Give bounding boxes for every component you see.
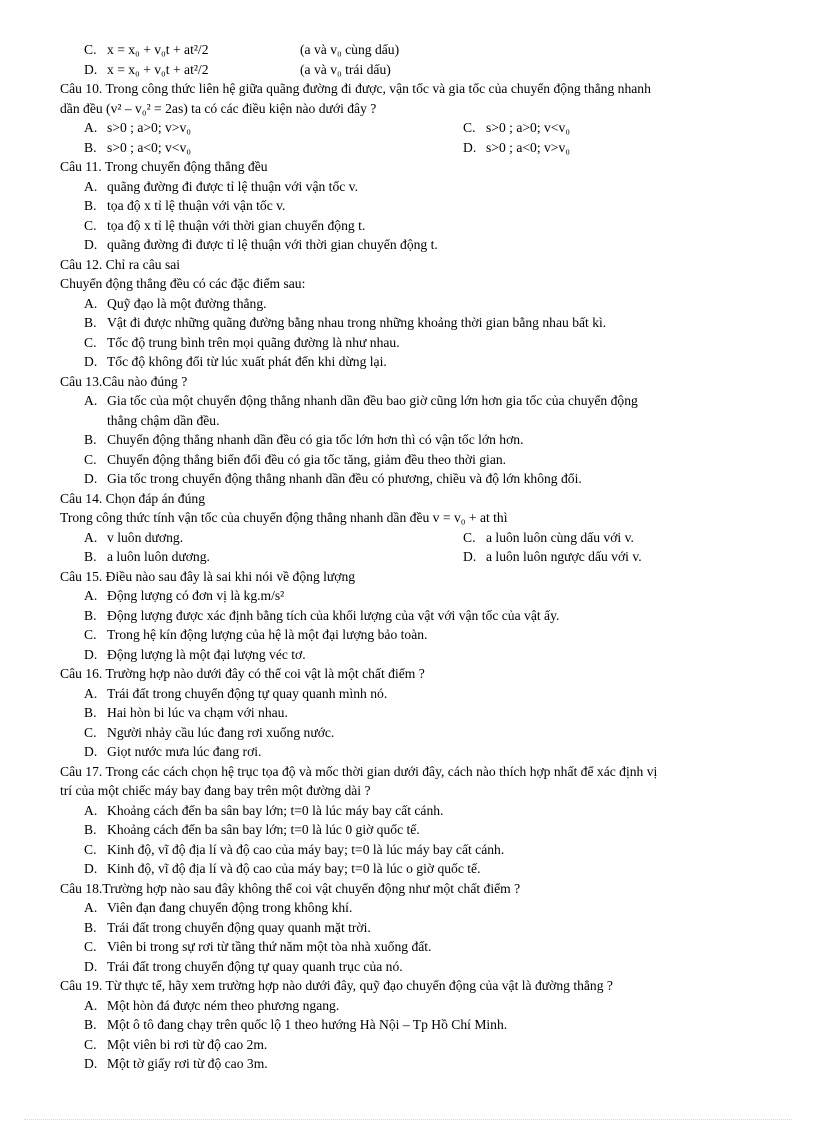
option-a-question-15: A. Động lượng có đơn vị là kg.m/s²: [84, 588, 285, 603]
question-10-heading: Câu 10. Trong công thức liên hệ giữa quãng đường đi được, vận tốc và gia tốc của chuyển động thẳng nhanh: [60, 81, 651, 96]
option-a-question-14: A. v luôn dương.: [84, 530, 184, 545]
option-d-question-16: D. Giọt nước mưa lúc đang rơi.: [84, 744, 262, 759]
question-14-stem: Trong công thức tính vận tốc của chuyển động thẳng nhanh dần đều v = v₀ + at thì: [60, 510, 508, 525]
option-a-question-13: A. Gia tốc của một chuyển động thẳng nhanh dần đều bao giờ cũng lớn hơn gia tốc của chuyển động: [84, 393, 638, 408]
option-c-question-18: C. Viên bi trong sự rơi từ tầng thứ năm một tòa nhà xuống đất.: [84, 939, 432, 954]
option-a-question-10: A. s>0 ; a>0; v>v₀: [84, 120, 191, 135]
question-12-heading: Câu 12. Chỉ ra câu sai: [60, 257, 181, 272]
question-18-heading: Câu 18.Trường hợp nào sau đây không thể coi vật chuyển động như một chất điểm ?: [60, 881, 521, 896]
option-d-question-14: D. a luôn luôn ngược dấu với v.: [463, 549, 642, 564]
question-17-heading-cont: trí của một chiếc máy bay đang bay trên một đường dài ?: [60, 783, 371, 798]
option-c-question-9: C. x = x₀ + v₀t + at²/2 (a và v₀ cùng dấu): [84, 42, 400, 57]
option-a-question-12: A. Quỹ đạo là một đường thẳng.: [84, 296, 267, 311]
option-b-question-13: B. Chuyển động thẳng nhanh dần đều có gia tốc lớn hơn thì có vận tốc lớn hơn.: [84, 432, 524, 447]
page-bottom-border: [24, 1119, 792, 1120]
question-10-heading-cont: dần đều (v² – v₀² = 2as) ta có các điều kiện nào dưới đây ?: [60, 101, 377, 116]
option-d-question-18: D. Trái đất trong chuyển động tự quay quanh trục của nó.: [84, 959, 403, 974]
option-c-question-12: C. Tốc độ trung bình trên mọi quãng đường là như nhau.: [84, 335, 400, 350]
option-c-question-16: C. Người nhảy cầu lúc đang rơi xuống nước.: [84, 725, 335, 740]
question-17-heading: Câu 17. Trong các cách chọn hệ trục tọa độ và mốc thời gian dưới đây, cách nào thích hợp nhất để xác định vị: [60, 764, 658, 779]
option-b-question-16: B. Hai hòn bi lúc va chạm với nhau.: [84, 705, 288, 720]
option-b-question-11: B. tọa độ x tỉ lệ thuận với vận tốc v.: [84, 198, 286, 213]
option-a-question-19: A. Một hòn đá được ném theo phương ngang.: [84, 998, 340, 1013]
option-d-question-15: D. Động lượng là một đại lượng véc tơ.: [84, 647, 306, 662]
question-15-heading: Câu 15. Điều nào sau đây là sai khi nói về động lượng: [60, 569, 356, 584]
option-a-question-18: A. Viên đạn đang chuyển động trong không khí.: [84, 900, 353, 915]
option-c-question-19: C. Một viên bi rơi từ độ cao 2m.: [84, 1037, 268, 1052]
option-c-question-15: C. Trong hệ kín động lượng của hệ là một đại lượng bảo toàn.: [84, 627, 428, 642]
question-14-heading: Câu 14. Chọn đáp án đúng: [60, 491, 205, 506]
option-c-question-13: C. Chuyển động thẳng biến đổi đều có gia tốc tăng, giảm đều theo thời gian.: [84, 452, 507, 467]
question-19-heading: Câu 19. Từ thực tế, hãy xem trường hợp nào dưới đây, quỹ đạo chuyển động của vật là đường thẳng ?: [60, 978, 613, 993]
option-b-question-10: B. s>0 ; a<0; v<v₀: [84, 140, 191, 155]
option-a-question-17: A. Khoảng cách đến ba sân bay lớn; t=0 là lúc máy bay cất cánh.: [84, 803, 444, 818]
option-b-question-18: B. Trái đất trong chuyển động quay quanh mặt trời.: [84, 920, 371, 935]
option-b-question-19: B. Một ô tô đang chạy trên quốc lộ 1 theo hướng Hà Nội – Tp Hồ Chí Minh.: [84, 1017, 508, 1032]
option-d-question-13: D. Gia tốc trong chuyển động thẳng nhanh dần đều có phương, chiều và độ lớn không đổi.: [84, 471, 582, 486]
option-b-question-14: B. a luôn luôn dương.: [84, 549, 210, 564]
option-c-question-11: C. tọa độ x tỉ lệ thuận với thời gian chuyển động t.: [84, 218, 366, 233]
option-c-question-17: C. Kinh độ, vĩ độ địa lí và độ cao của máy bay; t=0 là lúc máy bay cất cánh.: [84, 842, 505, 857]
option-a-question-16: A. Trái đất trong chuyển động tự quay quanh mình nó.: [84, 686, 388, 701]
question-16-heading: Câu 16. Trường hợp nào dưới đây có thể coi vật là một chất điểm ?: [60, 666, 425, 681]
option-d-question-17: D. Kinh độ, vĩ độ địa lí và độ cao của máy bay; t=0 là lúc o giờ quốc tế.: [84, 861, 481, 876]
option-a-question-11: A. quãng đường đi được tỉ lệ thuận với vận tốc v.: [84, 179, 358, 194]
question-13-heading: Câu 13.Câu nào đúng ?: [60, 374, 188, 389]
option-a-question-13-cont: thẳng chậm dần đều.: [107, 413, 220, 428]
question-11-heading: Câu 11. Trong chuyển động thẳng đều: [60, 159, 268, 174]
option-d-question-11: D. quãng đường đi được tỉ lệ thuận với thời gian chuyển động t.: [84, 237, 438, 252]
option-c-question-10: C. s>0 ; a>0; v<v₀: [463, 120, 570, 135]
option-b-question-15: B. Động lượng được xác định bằng tích của khối lượng của vật với vận tốc của vật ấy.: [84, 608, 560, 623]
option-b-question-12: B. Vật đi được những quãng đường bằng nhau trong những khoảng thời gian bằng nhau bất kì.: [84, 315, 607, 330]
option-b-question-17: B. Khoảng cách đến ba sân bay lớn; t=0 là lúc 0 giờ quốc tế.: [84, 822, 420, 837]
option-c-question-14: C. a luôn luôn cùng dấu với v.: [463, 530, 634, 545]
question-12-stem: Chuyển động thẳng đều có các đặc điểm sau:: [60, 276, 306, 291]
option-d-question-12: D. Tốc độ không đổi từ lúc xuất phát đến khi dừng lại.: [84, 354, 387, 369]
option-d-question-10: D. s>0 ; a<0; v>v₀: [463, 140, 570, 155]
option-d-question-9: D. x = x₀ + v₀t + at²/2 (a và v₀ trái dấu): [84, 62, 391, 77]
option-d-question-19: D. Một tờ giấy rơi từ độ cao 3m.: [84, 1056, 268, 1071]
